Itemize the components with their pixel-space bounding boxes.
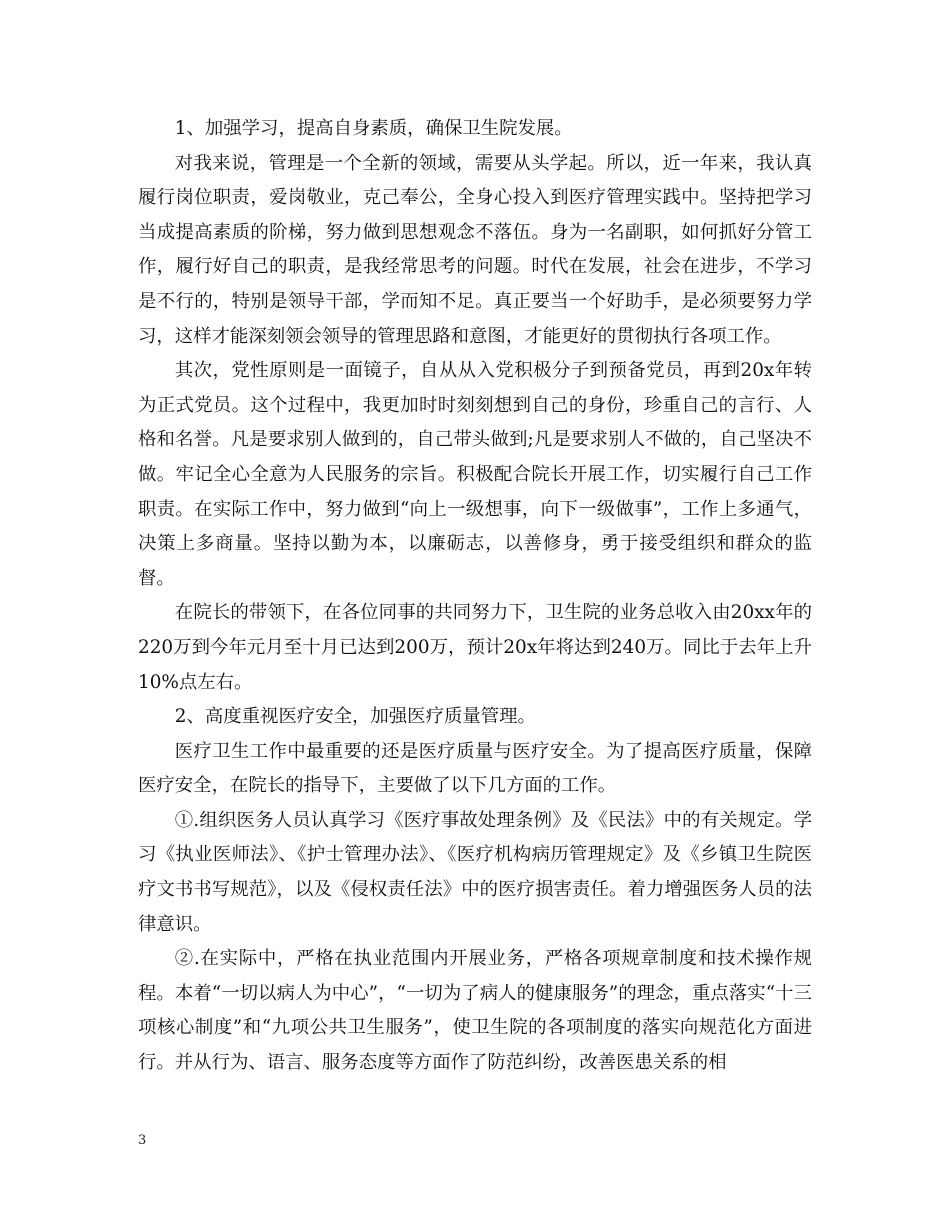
paragraph-item-2: ②.在实际中，严格在执业范围内开展业务，严格各项规章制度和技术操作规程。本着“一切以病人为中心”，“一切为了病人的健康服务”的理念，重点落实“十三项核心制度”和“九项公共卫生服务”，使卫生院的各项制度的落实向规范化方面进行。并从行为、语言、服务态度等方面作了防范纠纷，改善医患关系的相 — [138, 948, 812, 1074]
section-heading-1: 1、加强学习，提高自身素质，确保卫生院发展。 — [174, 118, 573, 139]
paragraph-learning: 对我来说，管理是一个全新的领域，需要从头学起。所以，近一年来，我认真履行岗位职责，爱岗敬业，克己奉公，全身心投入到医疗管理实践中。坚持把学习当成提高素质的阶梯，努力做到思想观念不落伍。身为一名副职，如何抓好分管工作，履行好自己的职责，是我经常思考的问题。时代在发展，社会在进步，不学习是不行的，特别是领导干部，学而知不足。真正要当一个好助手，是必须要努力学习，这样才能深刻领会领导的管理思路和意图，才能更好的贯彻执行各项工作。 — [138, 152, 812, 347]
paragraph-revenue: 在院长的带领下，在各位同事的共同努力下，卫生院的业务总收入由20xx年的220万到今年元月至十月已达到200万，预计20x年将达到240万。同比于去年上升10%点左右。 — [138, 602, 812, 693]
page-number: 3 — [138, 1133, 147, 1148]
document-body — [138, 112, 812, 1081]
paragraph-medical-quality: 医疗卫生工作中最重要的还是医疗质量与医疗安全。为了提高医疗质量，保障医疗安全，在院长的指导下，主要做了以下几方面的工作。 — [138, 740, 812, 797]
paragraph-item-1: ①.组织医务人员认真学习《医疗事故处理条例》及《民法》中的有关规定。学习《执业医师法》、《护士管理办法》、《医疗机构病历管理规定》及《乡镇卫生院医疗文书书写规范》，以及《侵权责任法》中的医疗损害责任。着力增强医务人员的法律意识。 — [138, 809, 812, 935]
section-heading-2: 2、高度重视医疗安全，加强医疗质量管理。 — [174, 706, 536, 728]
paragraph-party-principle: 其次，党性原则是一面镜子，自从从入党积极分子到预备党员，再到20x年转为正式党员。这个过程中，我更加时时刻刻想到自己的身份，珍重自己的言行、人格和名誉。凡是要求别人做到的，自己带头做到;凡是要求别人不做的，自己坚决不做。牢记全心全意为人民服务的宗旨。积极配合院长开展工作，切实履行自己工作职责。在实际工作中，努力做到“向上一级想事，向下一级做事”，工作上多通气，决策上多商量。坚持以勤为本，以廉砺志，以善修身，勇于接受组织和群众的监督。 — [138, 360, 812, 589]
